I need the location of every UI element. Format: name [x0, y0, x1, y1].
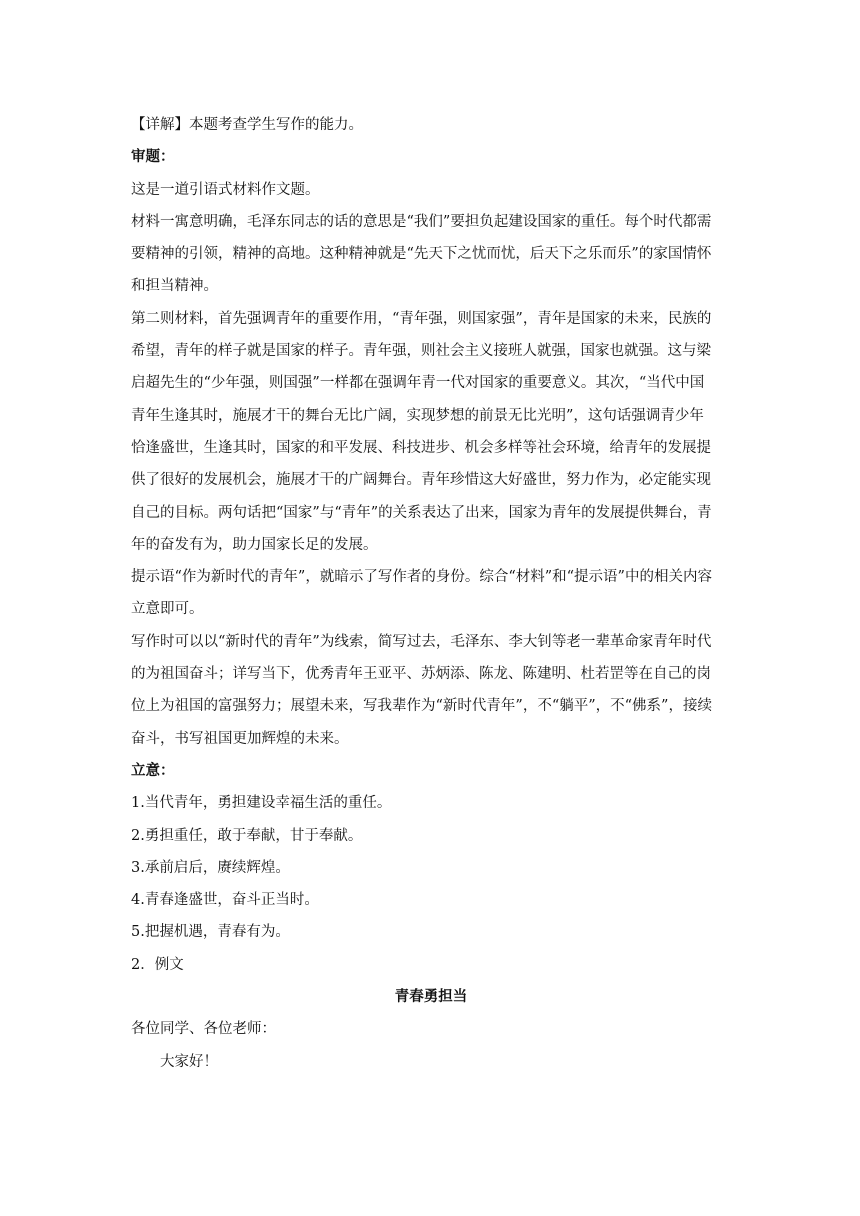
essay-title: 青春勇担当: [394, 989, 468, 1006]
paragraph-line: 恰逢盛世，生逢其时，国家的和平发展、科技进步、机会多样等社会环境，给青年的发展提: [131, 439, 711, 456]
list-item: 3.承前启后，赓续辉煌。: [131, 859, 290, 876]
paragraph-line: 希望，青年的样子就是国家的样子。青年强，则社会主义接班人就强，国家也就强。这与梁: [131, 343, 711, 360]
paragraph-line: 自己的目标。两句话把“国家”与“青年”的关系表达了出来，国家为青年的发展提供舞台，青: [131, 504, 712, 521]
section-heading-shenti: 审题：: [131, 148, 175, 166]
essay-greeting: 大家好！: [160, 1053, 218, 1070]
list-item: 1.当代青年，勇担建设幸福生活的重任。: [131, 795, 392, 812]
paragraph-line: 第二则材料，首先强调青年的重要作用，“青年强，则国家强”，青年是国家的未来，民族的: [131, 310, 712, 327]
detail-intro: 【详解】本题考查学生写作的能力。: [131, 117, 363, 133]
paragraph-line: 立意即可。: [131, 601, 204, 618]
paragraph-line: 这是一道引语式材料作文题。: [131, 181, 320, 198]
list-item: 4.青春逢盛世，奋斗正当时。: [131, 892, 319, 909]
paragraph-line: 启超先生的“少年强，则国强”一样都在强调年青一代对国家的重要意义。其次，“当代中国: [131, 375, 705, 392]
paragraph-line: 年的奋发有为，助力国家长足的发展。: [131, 536, 378, 553]
section-heading-liyi: 立意：: [131, 761, 175, 779]
paragraph-line: 青年生逢其时，施展才干的舞台无比广阔，实现梦想的前景无比光明”，这句话强调青少年: [131, 407, 704, 424]
paragraph-line: 供了很好的发展机会，施展才干的广阔舞台。青年珍惜这大好盛世，努力作为，必定能实现: [131, 472, 711, 489]
paragraph-line: 要精神的引领，精神的高地。这种精神就是“先天下之忧而忧，后天下之乐而乐”的家国情怀: [131, 246, 712, 263]
essay-salutation: 各位同学、各位老师：: [131, 1021, 276, 1038]
paragraph-line: 提示语“作为新时代的青年”，就暗示了写作者的身份。综合“材料”和“提示语”中的相关内容: [131, 569, 712, 586]
document-body: [131, 109, 731, 1078]
paragraph-line: 和担当精神。: [131, 278, 218, 295]
paragraph-line: 写作时可以以“新时代的青年”为线索，简写过去，毛泽东、李大钊等老一辈革命家青年时代: [131, 633, 712, 650]
paragraph-line: 材料一寓意明确，毛泽东同志的话的意思是“我们”要担负起建设国家的重任。每个时代都需: [131, 213, 712, 230]
paragraph-line: 的为祖国奋斗；详写当下，优秀青年王亚平、苏炳添、陈龙、陈建明、杜若罡等在自己的岗: [131, 666, 711, 683]
list-item: 5.把握机遇，青春有为。: [131, 924, 290, 941]
paragraph-line: 位上为祖国的富强努力；展望未来，写我辈作为“新时代青年”，不“躺平”，不“佛系”，接续: [131, 698, 712, 715]
paragraph-line: 奋斗，书写祖国更加辉煌的未来。: [131, 730, 349, 747]
example-label: 2．例文: [131, 956, 184, 973]
list-item: 2.勇担重任，敢于奉献，甘于奉献。: [131, 827, 363, 844]
